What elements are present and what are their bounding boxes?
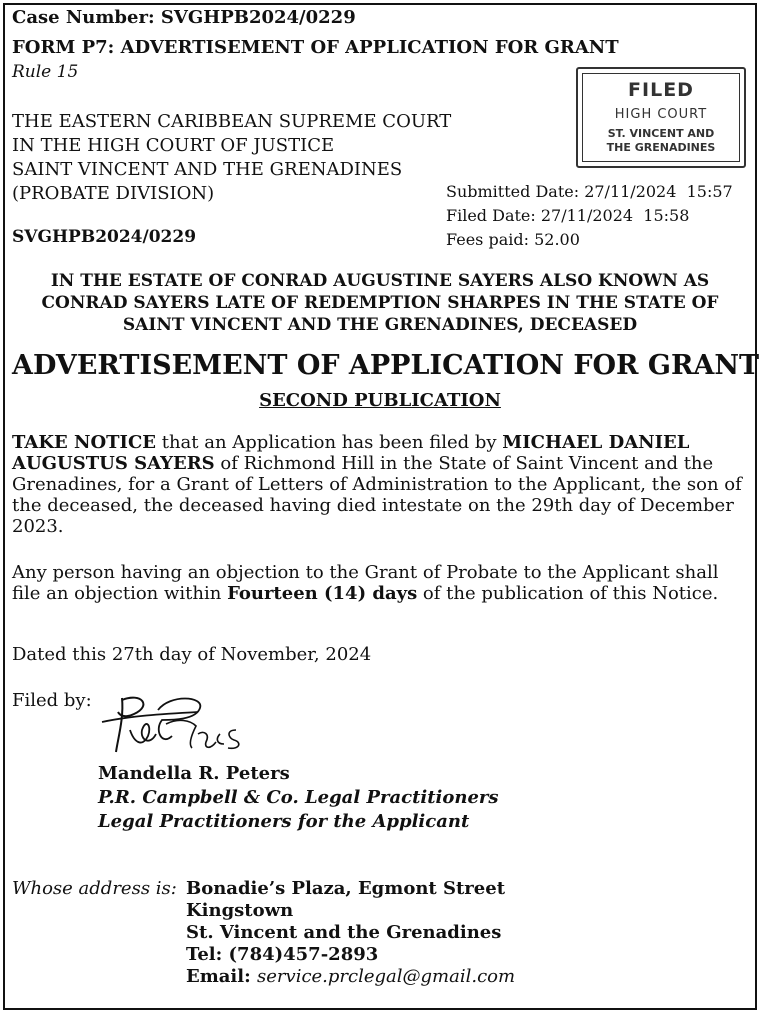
- case-reference: SVGHPB2024/0229: [12, 227, 197, 247]
- submitted-date: Submitted Date: 27/11/2024 15:57: [446, 182, 733, 201]
- publication-subheading: [12, 390, 748, 411]
- stamp-place-label: [583, 127, 739, 155]
- court-line: IN THE HIGH COURT OF JUSTICE: [12, 135, 335, 156]
- filed-date: Filed Date: 27/11/2024 15:58: [446, 206, 690, 225]
- subheading-text: SECOND PUBLICATION: [259, 390, 501, 411]
- dated-line: Dated this 27th day of November, 2024: [12, 644, 372, 665]
- practitioner-role: Legal Practitioners for the Applicant: [98, 811, 470, 832]
- objection-text: of the publication of this Notice.: [417, 583, 719, 604]
- filing-details: [446, 180, 733, 252]
- email-label: Email:: [186, 966, 251, 987]
- objection-period: Fourteen (14) days: [227, 583, 418, 604]
- form-title: FORM P7: ADVERTISEMENT OF APPLICATION FOR GRANT: [12, 37, 619, 58]
- email-address: service.prclegal@gmail.com: [257, 966, 516, 987]
- applicant-name: MICHAEL DANIEL AUGUSTUS SAYERS: [12, 432, 690, 474]
- court-line: (PROBATE DIVISION): [12, 183, 215, 204]
- court-line: SAINT VINCENT AND THE GRENADINES: [12, 159, 403, 180]
- fees-paid: Fees paid: 52.00: [446, 230, 580, 249]
- practitioner-name: Mandella R. Peters: [98, 763, 290, 784]
- court-line: THE EASTERN CARIBBEAN SUPREME COURT: [12, 111, 452, 132]
- stamp-filed-label: FILED: [628, 79, 694, 101]
- filed-by-label: Filed by:: [12, 690, 92, 711]
- main-heading: ADVERTISEMENT OF APPLICATION FOR GRANT: [12, 350, 760, 381]
- stamp-court-label: HIGH COURT: [614, 107, 708, 122]
- address-line: Bonadie’s Plaza, Egmont Street: [186, 878, 506, 899]
- address-line: St. Vincent and the Grenadines: [186, 922, 502, 943]
- estate-heading: IN THE ESTATE OF CONRAD AUGUSTINE SAYERS ALSO KNOWN AS CONRAD SAYERS LATE OF REDEMPTION SHARPES IN THE STATE OF SAINT VINCENT AND THE GRENADINES, DECEASED: [41, 271, 719, 335]
- practitioner-firm: P.R. Campbell & Co. Legal Practitioners: [98, 787, 499, 808]
- notice-text: that an Application has been filed by: [156, 432, 503, 453]
- filed-stamp: [576, 67, 746, 168]
- case-number: Case Number: SVGHPB2024/0229: [12, 7, 356, 28]
- address-line: Kingstown: [186, 900, 294, 921]
- stamp-place-line: THE GRENADINES: [606, 141, 716, 154]
- objection-paragraph: [12, 562, 748, 604]
- email-line: [186, 966, 515, 988]
- court-block: [12, 110, 451, 206]
- stamp-inner-border: [582, 73, 740, 162]
- signature-image: [100, 690, 250, 760]
- notice-text: of Richmond Hill in the State of Saint Vincent and the Grenadines, for a Grant of Letters of Administration to the Applicant, the son of the deceased, the deceased having died intestate on the 29th day of December 2023.: [12, 453, 742, 537]
- address-label: Whose address is:: [12, 878, 177, 899]
- practitioner-block: [98, 762, 499, 834]
- notice-paragraph: [12, 432, 748, 537]
- address-block: [186, 878, 515, 988]
- take-notice-lead: TAKE NOTICE: [12, 432, 156, 453]
- objection-text: Any person having an objection to the Grant of Probate to the Applicant shall file an objection within: [12, 562, 719, 604]
- rule-reference: Rule 15: [12, 62, 79, 82]
- stamp-place-line: ST. VINCENT AND: [607, 127, 715, 140]
- telephone: Tel: (784)457-2893: [186, 944, 379, 965]
